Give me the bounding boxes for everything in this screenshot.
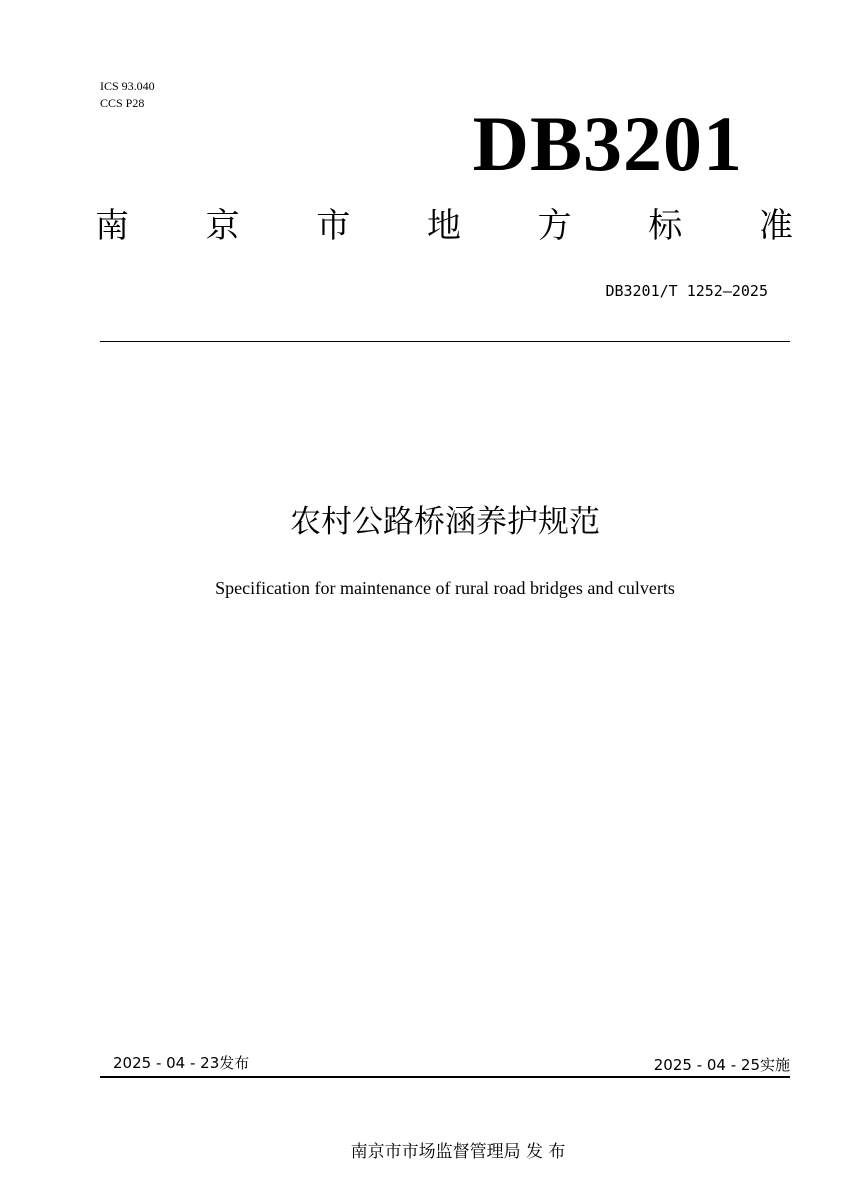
- standard-type: [95, 204, 793, 248]
- document-title-chinese: 农村公路桥涵养护规范: [290, 504, 600, 540]
- standard-type-char: 市: [316, 206, 351, 246]
- publisher: 南京市市场监督管理局 发 布: [350, 1142, 566, 1162]
- standard-type-char: 准: [758, 206, 793, 246]
- standard-type-char: 南: [95, 206, 129, 246]
- header-divider: [100, 341, 790, 342]
- classification-codes: [100, 78, 155, 112]
- standard-type-char: 标: [648, 206, 683, 246]
- footer-divider: [100, 1076, 790, 1078]
- ics-code: ICS 93.040: [100, 79, 155, 93]
- ccs-code: CCS P28: [100, 96, 145, 110]
- standard-code: DB3201: [472, 100, 743, 187]
- standard-type-char: 京: [205, 206, 240, 246]
- standard-number: DB3201/T 1252—2025: [605, 282, 768, 300]
- implementation-date: 2025 - 04 - 25实施: [653, 1056, 790, 1074]
- document-title-english: Specification for maintenance of rural road bridges and culverts: [215, 578, 675, 598]
- issue-date: 2025 - 04 - 23发布: [113, 1054, 250, 1072]
- standard-type-char: 方: [537, 206, 572, 246]
- standard-type-char: 地: [426, 206, 461, 246]
